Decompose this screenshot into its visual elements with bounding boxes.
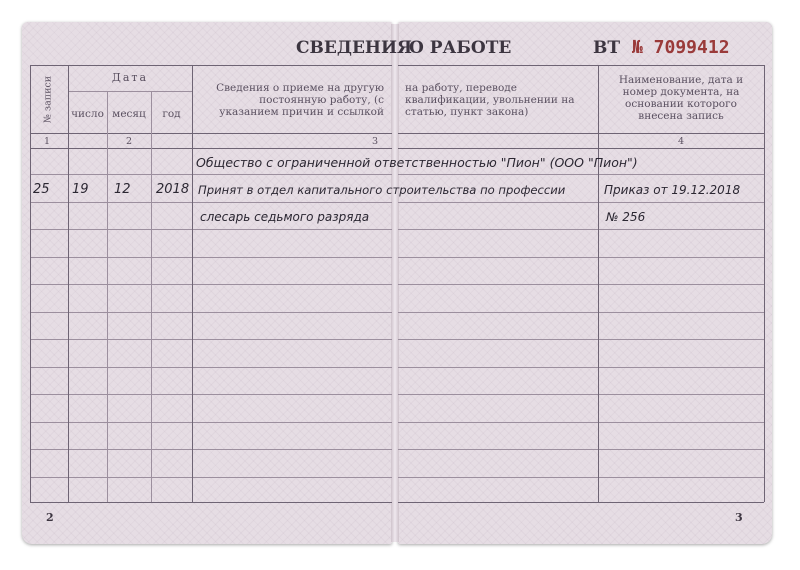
record-number: 25 — [33, 182, 50, 197]
table-row-line — [30, 422, 392, 423]
table-row-line — [30, 477, 392, 478]
entry-day: 19 — [72, 182, 89, 197]
table-row-line — [398, 367, 764, 368]
table-row-line — [398, 284, 764, 285]
table-row-line — [30, 202, 392, 203]
table-row-line — [30, 339, 392, 340]
month-header: месяц — [112, 108, 146, 120]
left-page-number: 2 — [46, 511, 54, 524]
date-subheader-line — [68, 91, 192, 92]
table-row-line — [398, 202, 764, 203]
table-row-line — [30, 394, 392, 395]
table-row-line — [398, 449, 764, 450]
col-line-0 — [30, 65, 31, 502]
date-header: Дата — [111, 71, 149, 84]
table-row-line — [398, 174, 764, 175]
entry-text-line2: слесарь седьмого разряда — [200, 210, 370, 224]
colnum-4: 4 — [678, 136, 685, 147]
table-row-line — [30, 312, 392, 313]
table-row-line — [30, 449, 392, 450]
day-header: число — [71, 108, 104, 120]
table-bottom-line — [30, 502, 392, 503]
year-header: год — [162, 108, 181, 120]
table-row-line — [30, 367, 392, 368]
info-header-left: Сведения о приеме на другую постоянную работу, (с указанием причин и ссылкой — [216, 82, 384, 118]
colnum-line-right — [398, 148, 764, 149]
table-row-line — [398, 339, 764, 340]
table-row-line — [30, 284, 392, 285]
entry-document-line2: № 256 — [606, 210, 646, 224]
table-row-line — [398, 257, 764, 258]
col-line-4 — [192, 65, 193, 502]
document-number: № 7099412 — [632, 37, 730, 58]
table-row-line — [398, 229, 764, 230]
info-header-right: на работу, переводе квалификации, увольнении на статью, пункт закона) — [405, 82, 575, 118]
col-line-1 — [68, 65, 69, 502]
document-header: Наименование, дата и номер документа, на основании которого внесена запись — [618, 74, 744, 122]
colnum-line-left — [30, 148, 392, 149]
entry-month: 12 — [114, 182, 131, 197]
col-line-3 — [151, 91, 152, 502]
header-bottom-line-right — [398, 133, 764, 134]
table-row-line — [398, 312, 764, 313]
table-row-line — [30, 257, 392, 258]
series-code: ВТ — [593, 38, 621, 58]
table-row-line — [398, 477, 764, 478]
table-row-line — [30, 229, 392, 230]
col-line-6 — [764, 65, 765, 502]
title-left: СВЕДЕНИЯ — [296, 38, 413, 58]
title-right: О РАБОТЕ — [409, 38, 512, 58]
col-line-5 — [598, 65, 599, 502]
right-page-number: 3 — [735, 511, 743, 524]
entry-text-line1: Принят в отдел капитального строительства по профессии — [198, 183, 566, 197]
colnum-3: 3 — [372, 136, 379, 147]
table-top-line-left — [30, 65, 392, 66]
company-name: Общество с ограниченной ответственностью "Пион" (ООО "Пион") — [196, 155, 638, 170]
table-row-line — [398, 394, 764, 395]
col-line-2 — [107, 91, 108, 502]
entry-document-line1: Приказ от 19.12.2018 — [604, 183, 741, 197]
colnum-2: 2 — [126, 136, 133, 147]
header-bottom-line-left — [30, 133, 392, 134]
table-top-line-right — [398, 65, 764, 66]
table-row-line — [30, 174, 392, 175]
record-number-header: № записи — [42, 75, 54, 124]
book-spine — [391, 24, 399, 542]
table-row-line — [398, 422, 764, 423]
entry-year: 2018 — [156, 182, 190, 197]
table-bottom-line — [398, 502, 764, 503]
colnum-1: 1 — [44, 136, 51, 147]
